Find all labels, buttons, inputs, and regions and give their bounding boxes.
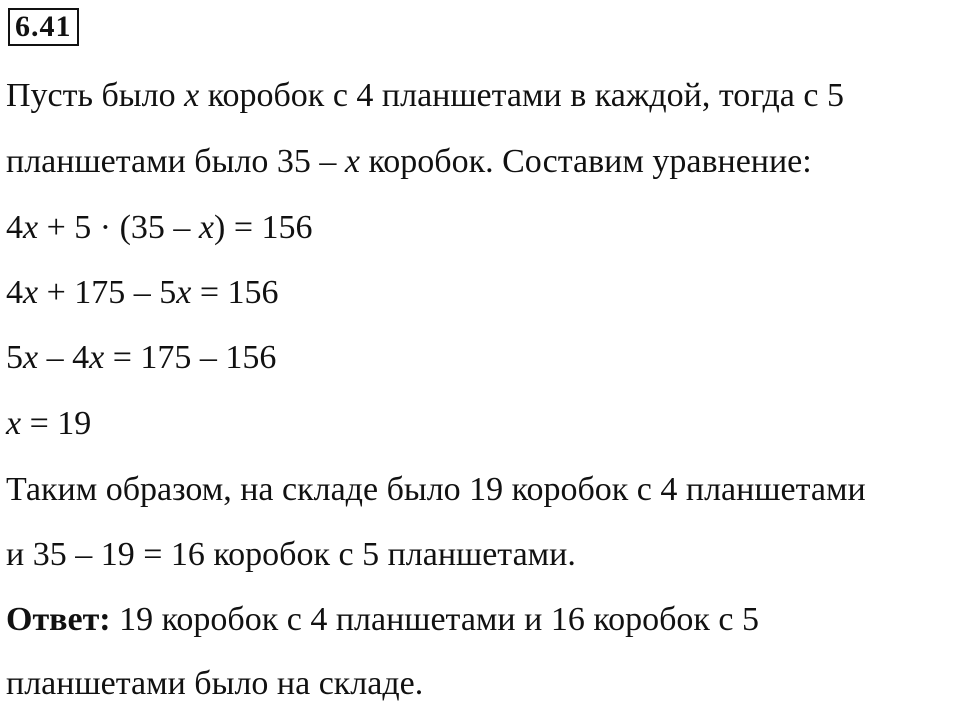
eq-part: 4 — [6, 274, 23, 311]
text-segment: планшетами было 35 – — [6, 143, 345, 180]
text-line-1 — [6, 76, 844, 116]
eq-part: = 19 — [21, 405, 92, 442]
variable-x: x — [176, 274, 192, 311]
variable-x: x — [23, 274, 39, 311]
answer-label: Ответ: — [6, 601, 111, 638]
variable-x: x — [184, 77, 200, 114]
eq-part: – 4 — [38, 339, 90, 376]
problem-number: 6.41 — [8, 8, 79, 46]
conclusion-line-1: Таким образом, на складе было 19 коробок с 4 планшетами — [6, 471, 866, 508]
eq-part: + 175 – 5 — [38, 274, 177, 311]
equation-3 — [6, 338, 276, 378]
conclusion-line-2: и 35 – 19 = 16 коробок с 5 планшетами. — [6, 536, 576, 573]
eq-part: 5 — [6, 339, 23, 376]
equation-1 — [6, 208, 313, 248]
variable-x: x — [89, 339, 105, 376]
text-segment: Пусть было — [6, 77, 185, 114]
variable-x: x — [6, 405, 22, 442]
text-segment: коробок с 4 планшетами в каждой, тогда с 5 — [199, 77, 844, 114]
eq-part: = 156 — [191, 274, 279, 311]
variable-x: x — [344, 143, 360, 180]
eq-part: 4 — [6, 209, 23, 246]
answer-text: 19 коробок с 4 планшетами и 16 коробок с 5 — [110, 601, 760, 638]
variable-x: x — [198, 209, 215, 246]
equation-2 — [6, 273, 279, 313]
eq-part: = 175 – 156 — [104, 339, 277, 376]
answer-line-1 — [6, 600, 759, 640]
text-segment: коробок. Составим уравнение: — [360, 143, 812, 180]
variable-x: x — [23, 209, 39, 246]
eq-part: + 5 · (35 – — [38, 209, 199, 246]
eq-part: ) = 156 — [214, 209, 313, 246]
variable-x: x — [23, 339, 39, 376]
text-line-2 — [6, 142, 812, 182]
equation-4 — [6, 404, 91, 444]
answer-line-2: планшетами было на складе. — [6, 665, 424, 702]
